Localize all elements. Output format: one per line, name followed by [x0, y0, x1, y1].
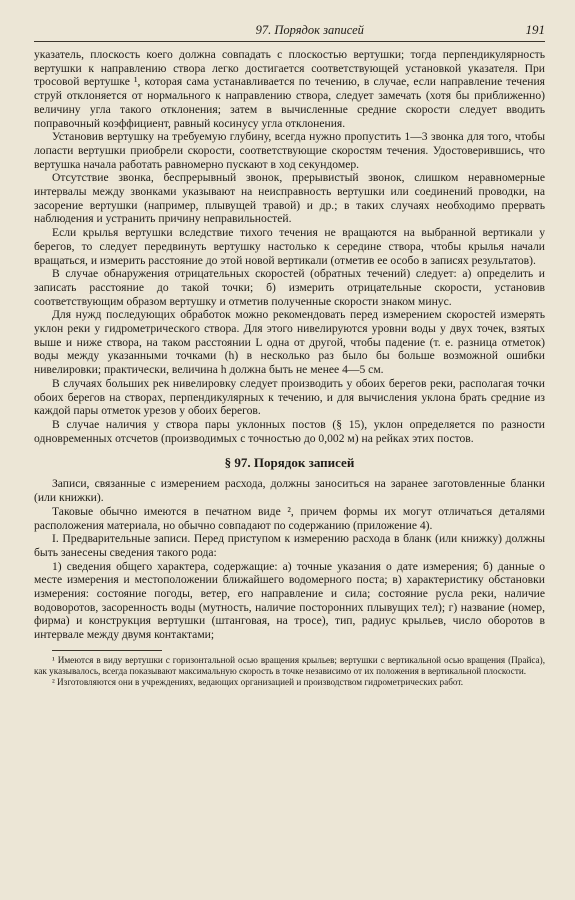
- paragraph: Отсутствие звонка, беспрерывный звонок, прерывистый звонок, слишком неравномерные интервалы между звонками указывают на неисправность вертушки или соединений проводки, на засорение вертушки (например, плывущей травой) и др.; в таких случаях необходимо прервать наблюдения и устранить причину неправильностей.: [34, 171, 545, 226]
- footnote: ² Изготовляются они в учреждениях, ведающих организацией и производством гидрометрических работ.: [52, 677, 463, 688]
- paragraph: Если крылья вертушки вследствие тихого течения не вращаются на выбранной вертикали у берегов, то следует передвинуть вертушку настолько к середине створа, чтобы крылья начали вращаться, и измерить расстояние до этой новой вертикали (отметив ее особо в записях результатов).: [34, 226, 545, 267]
- paragraph: I. Предварительные записи. Перед приступом к измерению расхода в бланк (или книжку) должны быть занесены сведения такого рода:: [34, 532, 545, 559]
- paragraph: 1) сведения общего характера, содержащие: а) точные указания о дате измерения; б) данные о месте измерения и местоположении ближайшего водомерного поста; в) характеристику обстановки измерения: состояние погоды, ветер, его направление и сила; состояние русла реки, наличие водоворотов, засоренность воды (мутность, наличие посторонних плывущих тел); г) название (номер, фирма) и конструкция вертушки (штанговая, на тросе), тип, радиус крыльев, число оборотов в интервале между двумя контактами;: [34, 559, 545, 642]
- footnote-divider: [52, 650, 162, 651]
- paragraph: Таковые обычно имеются в печатном виде ², причем формы их могут отличаться деталями расположения материала, но обычно совпадают по содержанию (приложение 4).: [34, 504, 545, 532]
- paragraph: Записи, связанные с измерением расхода, должны заноситься на заранее заготовленные бланки (или книжки).: [34, 477, 545, 505]
- running-title: 97. Порядок записей: [255, 23, 364, 37]
- footnote: ¹ Имеются в виду вертушки с горизонтальной осью вращения крыльев; вертушки с вертикальной осью вращения (Прайса), как указывалось, всегда показывают максимальную скорость в точке независимо от их положения в вертикальной плоскости.: [34, 654, 545, 677]
- paragraph: В случаях больших рек нивелировку следует производить у обоих берегов реки, располагая точки обоих берегов на створах, перпендикулярных к течению, и для вычисления уклона брать средние из каждой пары отметок урезов у обоих берегов.: [34, 376, 545, 418]
- section-heading: § 97. Порядок записей: [224, 455, 355, 471]
- paragraph: Установив вертушку на требуемую глубину, всегда нужно пропустить 1—3 звонка для того, чтобы лопасти вертушки приобрели скорости, соответствующие скоростям течения. Удостоверившись, что вертушка начала работать равномерно пускают в ход секундомер.: [34, 130, 545, 171]
- paragraph: В случае обнаружения отрицательных скоростей (обратных течений) следует: а) определить и записать расстояние до такой точки; б) измерить отрицательные скорости, установив соответствующим образом вертушку и отметив полученные скорости знаком минус.: [34, 267, 545, 308]
- paragraph: указатель, плоскость коего должна совпадать с плоскостью вертушки; тогда перпендикулярность вертушки к направлению створа легко достигается соответствующей установкой указателя. При тросовой вертушке ¹, которая сама устанавливается по течению, в случае, если направление течения струй отклоняется от нормального к направлению створа, следует замечать (хотя бы приближенно) величину угла такого отклонения; затем в вычисленные средние скорости следует вводить поправочный коэффициент, равный косинусу угла отклонения.: [34, 48, 545, 130]
- running-header: [34, 22, 545, 42]
- body-text: [34, 48, 545, 642]
- page-number: 191: [525, 22, 545, 37]
- paragraph: В случае наличия у створа пары уклонных постов (§ 15), уклон определяется по разности одновременных отсчетов (производимых с точностью до 0,002 м) на рейках этих постов.: [34, 417, 545, 445]
- footnotes: [34, 655, 545, 689]
- paragraph: Для нужд последующих обработок можно рекомендовать перед измерением скоростей измерять уклон реки у гидрометрического створа. Для этого нивелируются уровни воды у двух точек, взятых выше и ниже створа, на таком расстоянии L одна от другой, чтобы падение (т. е. разница отметок) воды между указанными точками (h) в несколько раз было бы больше возможной ошибки нивелировки; практически, величина h должна быть не менее 4—5 см.: [34, 308, 545, 377]
